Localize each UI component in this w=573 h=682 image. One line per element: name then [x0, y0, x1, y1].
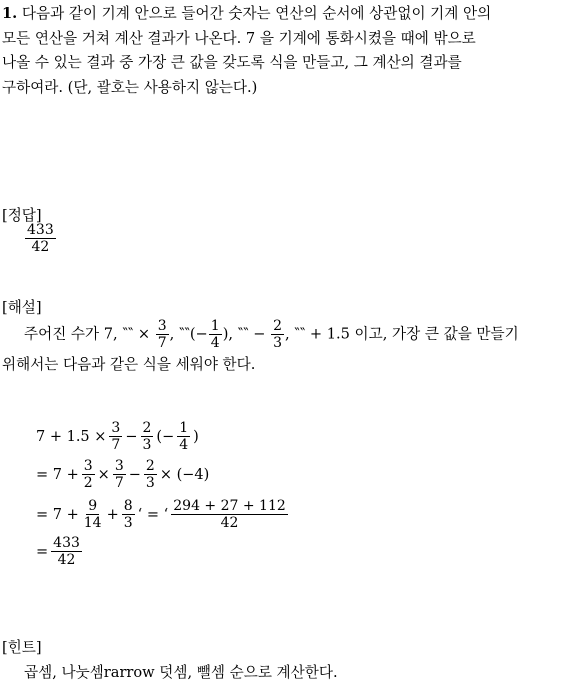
- explanation-label: [해설]: [2, 299, 42, 316]
- explanation-text: , ‶‶(−: [169, 325, 208, 343]
- question-line-2: 모든 연산을 거쳐 계산 결과가 나온다. 7 을 기계에 통화시켰을 때에 밖으로: [2, 29, 476, 47]
- equation-text: −: [128, 466, 141, 483]
- equation-text: ‘ = ‘: [137, 506, 169, 523]
- question-line-4: 구하여라. (단, 괄호는 사용하지 않는다.): [2, 78, 258, 96]
- fraction-numerator: 294 + 27 + 112: [173, 498, 286, 514]
- fraction-numerator: 2: [142, 420, 152, 436]
- fraction-denominator: 3: [142, 437, 152, 453]
- fraction-denominator: 4: [179, 437, 189, 453]
- fraction-numerator: 3: [114, 458, 124, 474]
- explanation-line-1: [24, 318, 519, 351]
- fraction-denominator: 3: [145, 475, 155, 491]
- fraction-denominator: 2: [83, 475, 93, 491]
- equation-line-2: [36, 458, 209, 491]
- explanation-text: ), ‶‶ −: [222, 325, 271, 343]
- question-line-3: 나올 수 있는 결과 중 가장 큰 값을 갖도록 식을 만들고, 그 계산의 결과를: [2, 54, 462, 71]
- equation-text: −: [125, 428, 138, 445]
- fraction-denominator: 3: [273, 335, 283, 351]
- fraction-numerator: 1: [210, 318, 220, 334]
- hint-text: 곱셈, 나눗셈rarrow 덧셈, 뺄셈 순으로 계산한다.: [24, 664, 338, 681]
- answer-numerator: 433: [27, 222, 54, 238]
- fraction-numerator: 8: [123, 498, 133, 514]
- question-text: [2, 2, 572, 100]
- equation-text: 7 + 1.5 ×: [36, 428, 107, 445]
- equation-text: ): [193, 428, 199, 445]
- explanation-text: 주어진 수가 7, ‶‶ ×: [24, 325, 155, 343]
- fraction-numerator: 9: [88, 498, 98, 514]
- fraction-denominator: 3: [123, 515, 133, 531]
- question-line-1: 다음과 같이 기계 안으로 들어간 숫자는 연산의 순서에 상관없이 기계 안의: [21, 5, 492, 22]
- fraction-denominator: 7: [114, 475, 124, 491]
- equation-text: ×: [97, 466, 110, 483]
- fraction-denominator: 42: [220, 515, 239, 531]
- equation-line-3: [36, 498, 289, 531]
- fraction-numerator: 2: [273, 318, 283, 334]
- equation-text: × (−4): [159, 466, 210, 483]
- fraction-numerator: 3: [111, 420, 121, 436]
- hint-label: [힌트]: [2, 639, 42, 656]
- equation-text: (−: [156, 428, 175, 445]
- fraction-numerator: 1: [179, 420, 189, 436]
- answer-denominator: 42: [31, 239, 50, 255]
- equation-text: = 7 +: [36, 466, 79, 483]
- answer-label: [정답]: [2, 207, 42, 224]
- equation-text: =: [36, 543, 49, 560]
- fraction-denominator: 4: [210, 335, 220, 351]
- fraction-denominator: 7: [157, 335, 167, 351]
- fraction-denominator: 42: [57, 552, 76, 568]
- fraction-denominator: 14: [83, 515, 102, 531]
- explanation-line-2: 위해서는 다음과 같은 식을 세워야 한다.: [2, 356, 256, 373]
- explanation-text: , ‶‶ + 1.5 이고, 가장 큰 값을 만들기: [285, 325, 519, 343]
- equation-text: +: [106, 506, 119, 523]
- fraction-numerator: 433: [53, 535, 80, 551]
- question-number: 1.: [2, 5, 18, 22]
- fraction-denominator: 7: [111, 437, 121, 453]
- fraction-numerator: 3: [157, 318, 167, 334]
- fraction-numerator: 2: [145, 458, 155, 474]
- answer-fraction: [24, 222, 57, 255]
- equation-line-1: [36, 420, 199, 453]
- fraction-numerator: 3: [83, 458, 93, 474]
- equation-line-4: [36, 535, 83, 568]
- equation-text: = 7 +: [36, 506, 79, 523]
